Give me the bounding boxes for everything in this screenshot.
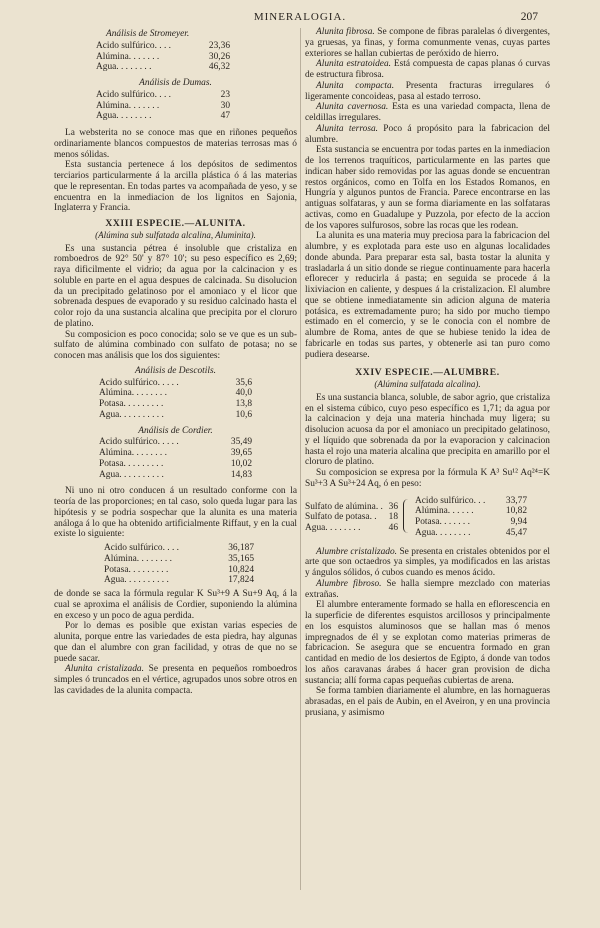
analysis-table-cordier <box>99 437 297 480</box>
table-row: Acido sulfúrico. . . . 23,36 <box>96 40 230 51</box>
paragraph: La websterita no se conoce mas que en riñones pequeños ordinariamente blancos compuestos de materias terrosas mas ó menos sólidas. <box>54 128 297 160</box>
brace-icon <box>403 499 411 533</box>
paragraph: Alunita cristalizada. Se presenta en pequeños romboedros simples ó truncados en el vértice, agrupados unos sobre otros en las cavidades de la alunita compacta. <box>54 664 297 696</box>
table-row: Alúmina. . . . . . . . 35,165 <box>104 553 254 564</box>
left-column <box>54 27 297 697</box>
species-title-alumbre: XXIV ESPECIE.—ALUMBRE. <box>355 367 500 379</box>
paragraph: La alunita es una materia muy preciosa para la fabricacion del alumbre, y es explotada para este uso en algunas localidades donde abunda. Para preparar esta sal, basta tostar la alunita y trasladarla á un sitio donde se riegue continuamente para hacerla eflorecer y reducirla á pasta; en seguida se procede á la lixiviacion en caliente, y despues á la cristalizacion. El alumbre que se obtiene inmediatamente sin adicion alguna de materia potásica, es extremadamente puro; ha sido por mucho tiempo estimado en el comercio, y se le conocia con el nombre de alumbre de Roma, antes de que se hubiese tenido la idea de fabricarle en todas sus partes, y obtenerle asi tan puro como pudiera desearse. <box>305 231 550 360</box>
analysis-table-descotils <box>99 378 297 421</box>
table-row: Acido sulfúrico. . . . . 35,6 <box>99 377 252 388</box>
variety-term: Alumbre cristalizado. <box>316 546 397 557</box>
paragraph: Alunita estratoidea. Está compuesta de capas planas ó curvas de estructura fibrosa. <box>305 59 550 80</box>
species-title-alunita: XXIII ESPECIE.—ALUNITA. <box>105 218 246 229</box>
running-header <box>0 11 600 27</box>
table-row: Alúmina. . . . . . . . 39,65 <box>99 448 252 458</box>
table-row: Agua. . . . . . . . . . 14,83 <box>99 469 252 480</box>
page-number: 207 <box>520 11 538 23</box>
paragraph: Esta sustancia se encuentra por todas partes en la inmediacion de los terrenos traquíticos, particularmente en las partes que indican haber sido removidas por las aguas donde se encuentran restos orgánicos, como en Tolfa en los Estados Romanos, en Hungría y algunos puntos de Francia. Parece encontrarse en las antiguas solfataras, y aun se forma diariamente en las solfataras activas, como en Guadalupe y Puzzola, por efecto de la accion de los vapores sulfurosos, sobre las rocas que les rodean. <box>305 145 550 231</box>
variety-term: Alunita cristalizada. <box>65 664 144 675</box>
variety-term: Alumbre fibroso. <box>316 578 382 589</box>
table-row: Alúmina. . . . . . . 30,26 <box>96 51 230 62</box>
paragraph: Alumbre cristalizado. Se presenta en cristales obtenidos por el arte que son octaedros ya simples, ya modificados en las aristas y ángulos sólidos, ó cubos cuando es menos ácido. <box>305 546 550 578</box>
paragraph: Su composicion es poco conocida; solo se ve que es un sub-sulfato de alúmina combinado con sulfato de potasa; no se conocen mas análisis que los dos siguientes: <box>54 329 297 361</box>
alumbre-composition-table <box>305 496 550 539</box>
paragraph: Es una sustancia blanca, soluble, de sabor agrio, que cristaliza en el sistema cúbico, cuyo peso específico es 1,71; da agua por la calcinacion y deja una materia hinchada muy ligera; su disolucion acuosa da por el amoniaco un precipitado gelatinoso, y el líquido que sobrenada da por la evaporacion y calcinacion hasta el rojo una materia alcalina que precipita en amarillo por el cloruro de platino. <box>305 392 550 468</box>
table-row: Agua. . . . . . . . 45,47 <box>415 527 527 538</box>
table-row: Alúmina. . . . . . . 30 <box>96 100 230 111</box>
paragraph: Ni uno ni otro conducen á un resultado conforme con la teoría de las proporciones; en tal caso, solo queda lugar para las hipótesis y se podria sospechar que la alunita es una materia análoga á lo que ha obtenido artificialmente Riffaut, y en la cual existe lo siguiente: <box>54 486 297 540</box>
analysis-heading-descotils: Análisis de Descotils. <box>135 365 216 376</box>
table-row: Alúmina. . . . . . . . 40,0 <box>99 388 252 399</box>
paragraph: Alunita terrosa. Poco á propósito para la fabricacion del alumbre. <box>305 123 550 145</box>
paragraph: Por lo demas es posible que existan varias especies de alunita, porque entre las variedades de esta piedra, hay algunas que dan el alumbre con gran facilidad, y otras de que no se puede sacar. <box>54 621 297 664</box>
paragraph: Su composicion se expresa por la fórmula K A³ Su¹² Aq²⁴=K Su³+3 A Su³+24 Aq, ó en peso: <box>305 468 550 489</box>
table-row: Potasa. . . . . . . . . 10,824 <box>104 564 254 575</box>
table-row: Acido sulfúrico. . . 33,77 <box>415 495 527 506</box>
paragraph: El alumbre enteramente formado se halla en eflorescencia en la superficie de diferentes esquistos arcillosos y principalmente en los esquistos aluminosos que se hallan mas ó menos impregnados de él y se explotan como materias primeras de fabricacion. Se asegura que se encuentra formado en gran cantidad en medio de los desiertos de Egipto, á donde van todos los años caravanas árabes á hacer gran provision de dicha sustancia; allí forma capas pequeñas cubiertas de arena. <box>305 600 550 686</box>
paragraph: Se forma tambien diariamente el alumbre, en las hornagueras abrasadas, en el pais de Aubin, en el Aveiron, y en una provincia prusiana, y asimismo <box>305 686 550 718</box>
analysis-heading-cordier: Análisis de Cordier. <box>138 425 213 436</box>
paragraph: Alunita compacta. Presenta fracturas irregulares ó ligeramente concoideas, pasa al estado terroso. <box>305 80 550 102</box>
variety-term: Alunita terrosa. <box>316 123 378 134</box>
table-row: Acido sulfúrico. . . . 23 <box>96 89 230 100</box>
analysis-table-stromeyer <box>96 41 297 73</box>
table-row: Agua. . . . . . . . 46,32 <box>96 62 230 73</box>
table-row: Sulfato de potasa. . 18 <box>305 512 398 523</box>
variety-term: Alunita estratoidea. <box>316 59 391 70</box>
table-row: Potasa. . . . . . . . . 10,02 <box>99 458 252 469</box>
right-column <box>305 27 550 719</box>
table-row: Potasa. . . . . . . 9,94 <box>415 517 527 527</box>
composition-by-elements <box>415 496 527 539</box>
analysis-heading-dumas: Análisis de Dumas. <box>139 78 212 88</box>
paragraph: Alumbre fibroso. Se halla siempre mezclado con materias extrañas. <box>305 578 550 600</box>
paragraph: Alunita fibrosa. Se compone de fibras paralelas ó divergentes, ya gruesas, ya finas, y forma comunmente venas, cuyas partes exteriores se hallan cubiertas de peróxido de hierro. <box>305 27 550 59</box>
variety-term: Alunita compacta. <box>316 80 395 91</box>
paragraph: Es una sustancia pétrea é insoluble que cristaliza en romboedros de 92° 50' y 87° 10'; su peso específico es 2,69; raya dificilmente el vidrio; da agua por la calcinacion y es soluble en parte en el agua despues de calcinada. Su disolucion da un precipitado gelatinoso por el amoniaco y el licor que sobrenada despues de evaporado y su residuo calcinado hasta el color rojo da una sustancia alcalina que precipita por el cloruro de platino. <box>54 243 297 329</box>
variety-term: Alunita cavernosa. <box>316 102 389 113</box>
table-row: Agua. . . . . . . . . . 17,824 <box>104 575 254 586</box>
table-row: Acido sulfúrico. . . . . 35,49 <box>99 437 252 448</box>
table-row: Agua. . . . . . . . . . 10,6 <box>99 409 252 420</box>
table-row: Agua. . . . . . . . 47 <box>96 111 230 122</box>
table-row: Potasa. . . . . . . . . 13,8 <box>99 399 252 409</box>
paragraph: Esta sustancia pertenece á los depósitos de sedimentos terciarios particularmente á la arcilla plástica ó á las materias que le representan. En todas partes va acompañada de yeso, y se encuentra en la inmediacion de los lignitos en Sajonia, Inglaterra y Francia. <box>54 160 297 214</box>
paragraph: de donde se saca la fórmula regular K Su³+9 A Su+9 Aq, á la cual se aproxima el análisis de Cordier, suponiendo la alúmina en exceso y un poco de agua perdida. <box>54 589 297 621</box>
variety-term: Alunita fibrosa. <box>316 27 375 37</box>
species-subtitle-alunita: (Alúmina sub sulfatada alcalina, Aluminita). <box>95 229 256 240</box>
paragraph: Alunita cavernosa. Esta es una variedad compacta, llena de celdillas irregulares. <box>305 102 550 123</box>
table-row: Sulfato de alúmina. . 36 <box>305 501 398 512</box>
analysis-table-riffaut <box>104 543 297 586</box>
table-row: Alúmina. . . . . . 10,82 <box>415 506 527 517</box>
analysis-table-dumas <box>96 90 297 122</box>
header-title: MINERALOGIA. <box>253 11 347 23</box>
analysis-heading-stromeyer: Análisis de Stromeyer. <box>106 29 190 39</box>
species-subtitle-alumbre: (Alúmina sulfatada alcalina). <box>374 379 481 389</box>
table-row: Agua. . . . . . . . 46 <box>305 523 398 533</box>
column-divider <box>300 28 301 890</box>
table-row: Acido sulfúrico. . . . 36,187 <box>104 543 254 553</box>
composition-by-salts <box>305 502 401 534</box>
